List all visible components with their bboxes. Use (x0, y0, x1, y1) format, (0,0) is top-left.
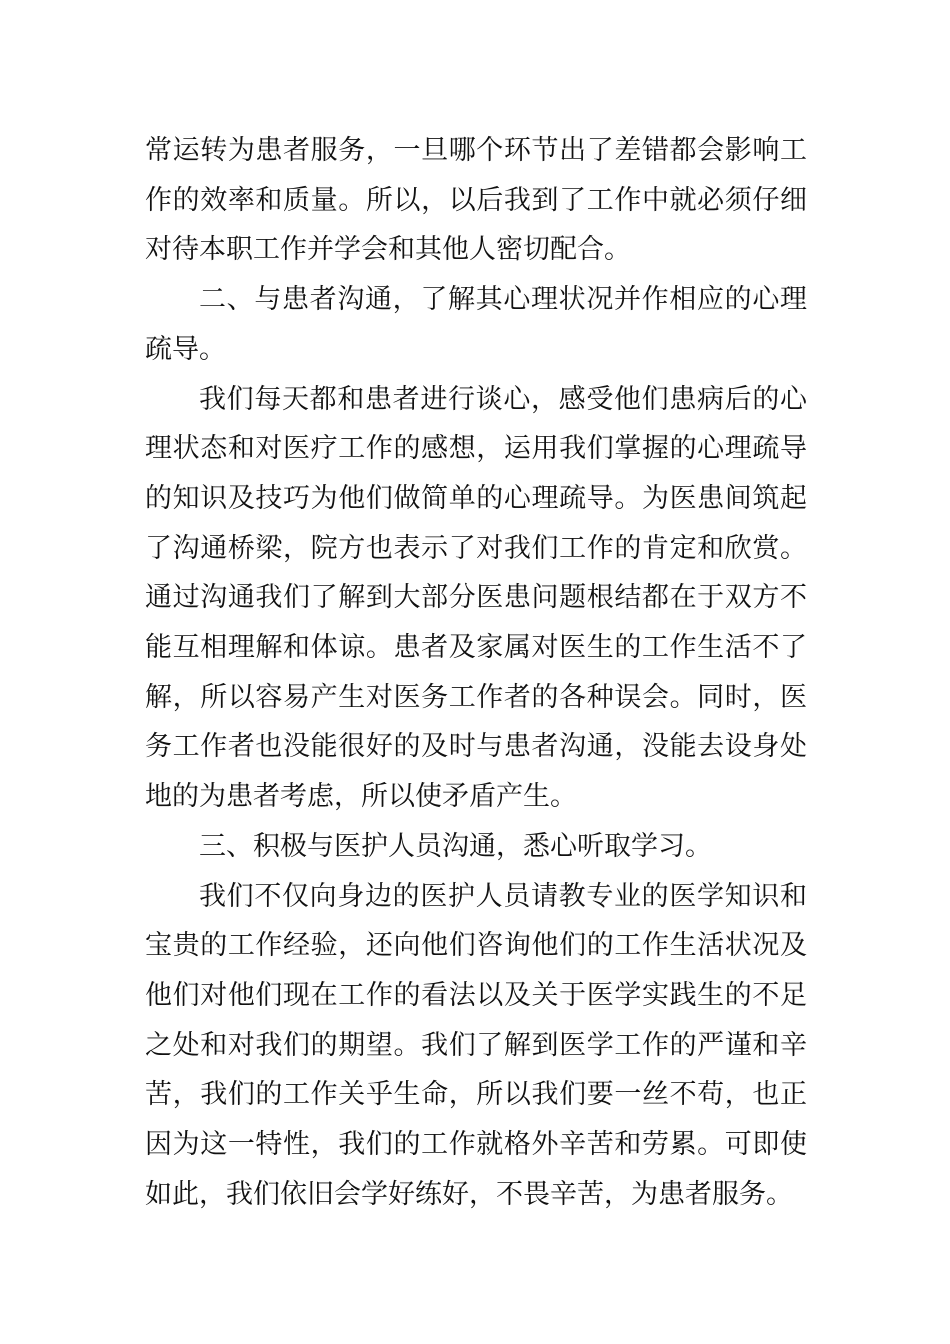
section-heading-communicate-with-staff: 三、积极与医护人员沟通，悉心听取学习。 (199, 830, 712, 862)
document-body (145, 126, 807, 1219)
paragraph-staff-communication: 我们不仅向身边的医护人员请教专业的医学知识和宝贵的工作经验，还向他们咨询他们的工作生活状况及他们对他们现在工作的看法以及关于医学实践生的不足之处和对我们的期望。我们了解到医学工作的严谨和辛苦，我们的工作关乎生命，所以我们要一丝不苟，也正因为这一特性，我们的工作就格外辛苦和劳累。可即使如此，我们依旧会学好练好，不畏辛苦，为患者服务。 (145, 880, 807, 1210)
section-heading-communicate-with-patients: 二、与患者沟通，了解其心理状况并作相应的心理疏导。 (145, 284, 807, 365)
paragraph-patient-communication: 我们每天都和患者进行谈心，感受他们患病后的心理状态和对医疗工作的感想，运用我们掌握的心理疏导的知识及技巧为他们做简单的心理疏导。为医患间筑起了沟通桥梁，院方也表示了对我们工作的肯定和欣赏。通过沟通我们了解到大部分医患问题根结都在于双方不能互相理解和体谅。患者及家属对医生的工作生活不了解，所以容易产生对医务工作者的各种误会。同时，医务工作者也没能很好的及时与患者沟通，没能去设身处地的为患者考虑，所以使矛盾产生。 (145, 383, 807, 813)
paragraph-continuation: 常运转为患者服务，一旦哪个环节出了差错都会影响工作的效率和质量。所以，以后我到了工作中就必须仔细对待本职工作并学会和其他人密切配合。 (145, 135, 807, 266)
